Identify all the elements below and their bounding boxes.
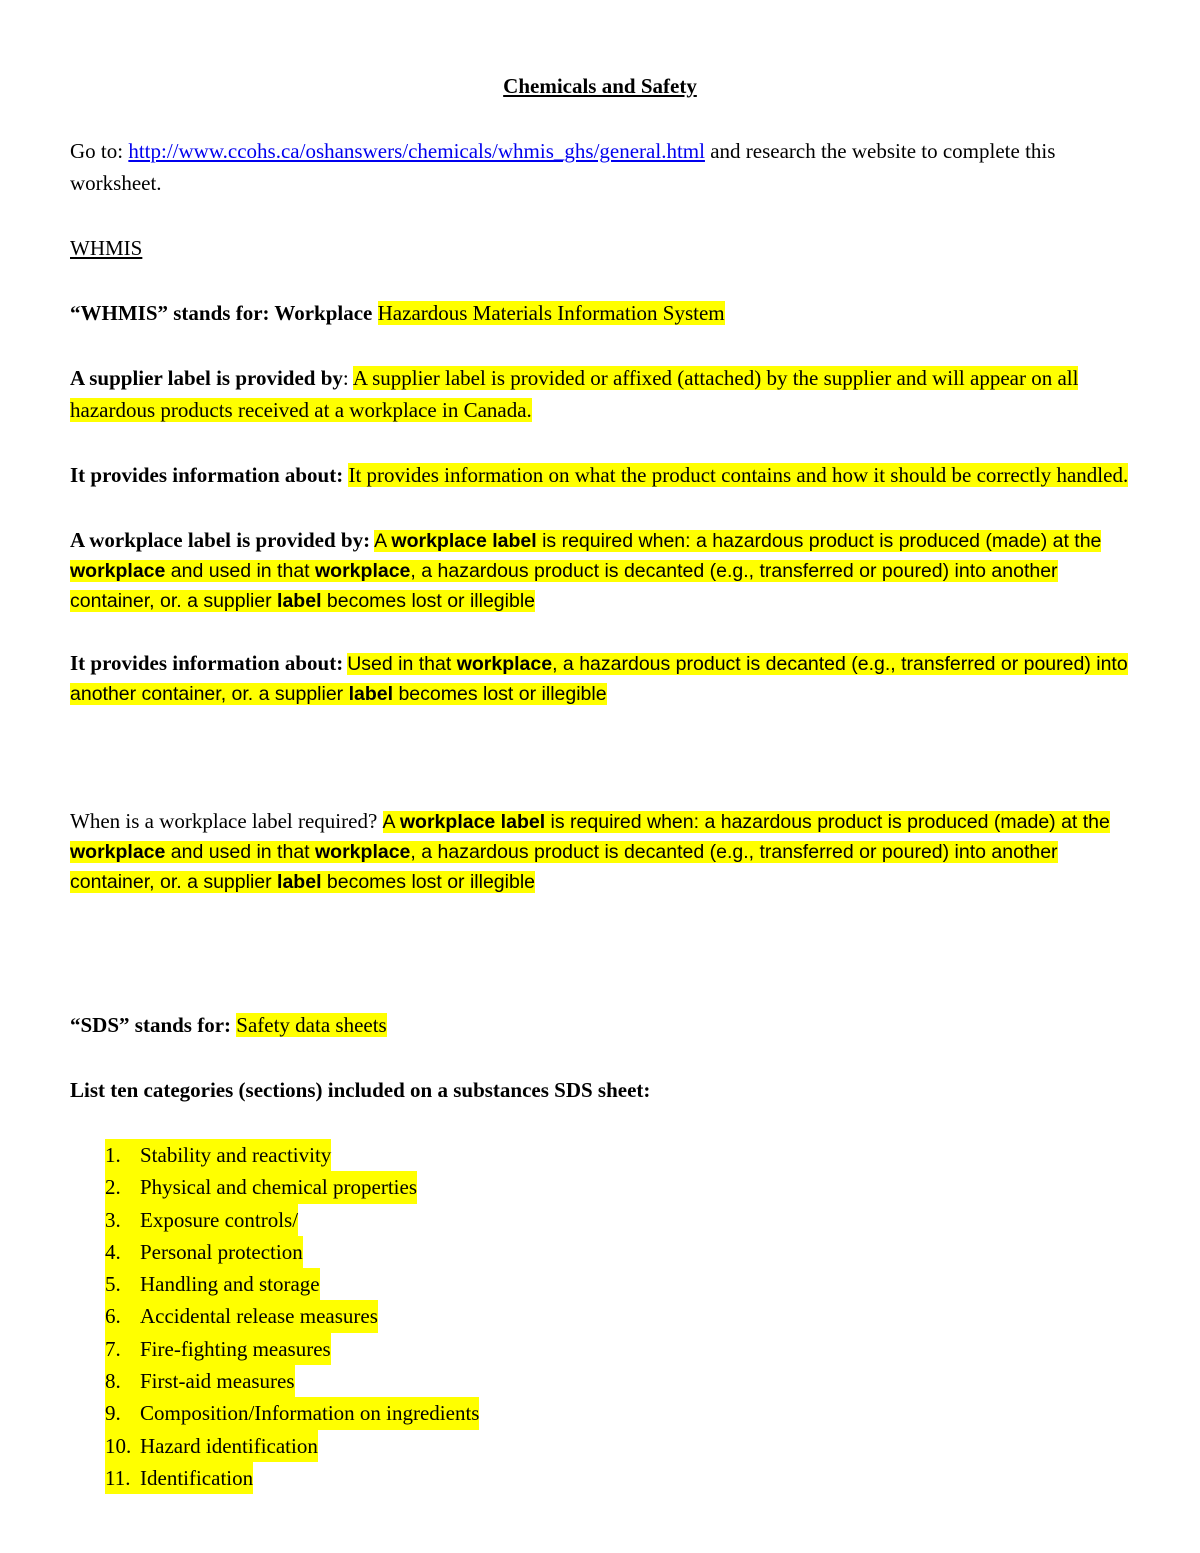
- list-item-number: 6.: [105, 1304, 121, 1329]
- list-item-text: Fire-fighting measures: [140, 1336, 331, 1361]
- list-item: [105, 1300, 1130, 1332]
- question-workplace-label-text: A workplace label is provided by:: [70, 528, 371, 552]
- list-item-highlight: [105, 1365, 295, 1397]
- list-item-highlight: [105, 1171, 417, 1203]
- question-required-label: When is a workplace label required?: [70, 809, 383, 833]
- question-supplier-label-text: A supplier label is provided by: [70, 366, 343, 390]
- intro-paragraph: [70, 135, 1130, 199]
- answer-text: , a hazardous product is decanted (e.g., transferred or poured) into another container, or. a supplier: [70, 653, 1128, 705]
- answer-text: and used in that: [165, 841, 316, 863]
- answer-bold: label: [277, 871, 322, 893]
- answer-text: , a hazardous product is decanted (e.g., transferred or poured) into another container, or. a supplier: [70, 841, 1058, 893]
- whmis-heading: WHMIS: [70, 236, 143, 260]
- answer-text: becomes lost or illegible: [321, 590, 536, 612]
- list-item: [105, 1204, 1130, 1236]
- question-workplace-label: [70, 524, 1130, 616]
- list-item: [105, 1171, 1130, 1203]
- list-item-number: 5.: [105, 1272, 121, 1297]
- question-supplier-sep: :: [342, 366, 353, 390]
- sds-category-list: [70, 1139, 1130, 1494]
- answer-bold: workplace label: [391, 530, 537, 552]
- ccohs-link[interactable]: http://www.ccohs.ca/oshanswers/chemicals/whmis_ghs/general.html: [128, 139, 705, 163]
- list-item-number: 8.: [105, 1369, 121, 1394]
- list-item-number: 7.: [105, 1336, 121, 1361]
- answer-bold: workplace: [70, 560, 166, 582]
- list-item-text: Composition/Information on ingredients: [140, 1401, 480, 1426]
- list-item-number: 2.: [105, 1175, 121, 1200]
- list-item: [105, 1397, 1130, 1429]
- list-item-highlight: [105, 1333, 331, 1365]
- list-item-highlight: [105, 1268, 320, 1300]
- list-item-number: 9.: [105, 1401, 121, 1426]
- list-item-text: Accidental release measures: [140, 1304, 378, 1329]
- question-supplier-answer: A supplier label is provided or affixed (attached) by the supplier and will appear on all hazardous products received at a workplace in Canada.: [70, 366, 1079, 422]
- answer-text: , a hazardous product is decanted (e.g., transferred or poured) into another container, or. a supplier: [70, 560, 1058, 612]
- question-sds-label: “SDS” stands for:: [70, 1013, 232, 1037]
- answer-bold: workplace: [315, 841, 411, 863]
- sds-list-heading: List ten categories (sections) included on a substances SDS sheet:: [70, 1078, 651, 1102]
- list-item-text: Personal protection: [140, 1239, 303, 1264]
- list-item-highlight: [105, 1300, 378, 1332]
- list-item: [105, 1268, 1130, 1300]
- list-item-text: Exposure controls/: [140, 1207, 299, 1232]
- list-item-number: 1.: [105, 1143, 121, 1167]
- question-supplier-info-label: It provides information about:: [70, 463, 344, 487]
- question-whmis-answer: Hazardous Materials Information System: [377, 301, 725, 325]
- answer-bold: label: [277, 590, 322, 612]
- list-item: [105, 1139, 1130, 1171]
- list-item: [105, 1365, 1130, 1397]
- list-item-highlight: [105, 1430, 318, 1462]
- answer-bold: label: [348, 683, 394, 705]
- answer-text: A: [382, 811, 400, 833]
- question-supplier-info-answer: It provides information on what the product contains and how it should be correctly handled.: [348, 463, 1129, 487]
- list-item-highlight: [105, 1397, 479, 1429]
- answer-text: is required when: a hazardous product is produced (made) at the: [536, 530, 1102, 552]
- question-sds: [70, 1009, 1130, 1041]
- list-item-number: 3.: [105, 1207, 121, 1232]
- list-item-number: 4.: [105, 1239, 121, 1264]
- answer-text: becomes lost or illegible: [321, 871, 536, 893]
- question-workplace-info: [70, 647, 1130, 709]
- list-item-highlight: [105, 1139, 331, 1171]
- list-item-text: Hazard identification: [140, 1433, 318, 1458]
- answer-text: becomes lost or illegible: [393, 683, 607, 705]
- list-item-highlight: [105, 1462, 253, 1494]
- list-item-highlight: [105, 1204, 298, 1236]
- intro-suffix: and research the website to complete this worksheet.: [70, 139, 1056, 195]
- list-item: [105, 1236, 1130, 1268]
- list-item-number: 11.: [105, 1465, 131, 1490]
- list-item-text: First-aid measures: [140, 1369, 295, 1394]
- question-whmis-label: “WHMIS” stands for:: [70, 301, 270, 325]
- answer-bold: workplace: [315, 560, 411, 582]
- list-item: [105, 1333, 1130, 1365]
- list-item: [105, 1462, 1130, 1494]
- list-item-text: Stability and reactivity: [140, 1143, 332, 1167]
- list-item-text: Physical and chemical properties: [140, 1175, 417, 1200]
- question-whmis-plain: Workplace: [269, 301, 378, 325]
- list-item-highlight: [105, 1236, 303, 1268]
- intro-prefix: Go to:: [70, 139, 129, 163]
- question-supplier-info: [70, 459, 1130, 491]
- list-item-text: Handling and storage: [140, 1272, 320, 1297]
- list-item-number: 10.: [105, 1433, 132, 1458]
- answer-bold: workplace: [70, 841, 166, 863]
- question-workplace-required: [70, 805, 1130, 897]
- list-item-text: Identification: [140, 1465, 254, 1490]
- answer-text: Used in that: [347, 653, 457, 675]
- question-whmis: [70, 297, 1130, 329]
- answer-text: is required when: a hazardous product is produced (made) at the: [545, 811, 1110, 833]
- list-item: [105, 1430, 1130, 1462]
- question-sds-answer: Safety data sheets: [236, 1013, 387, 1037]
- question-workplace-info-label: It provides information about:: [70, 651, 344, 675]
- answer-bold: workplace: [456, 653, 553, 675]
- question-supplier-label: [70, 362, 1130, 426]
- answer-bold: workplace label: [399, 811, 546, 833]
- answer-text: A: [374, 530, 392, 552]
- page-title: Chemicals and Safety: [503, 74, 697, 98]
- answer-text: and used in that: [165, 560, 316, 582]
